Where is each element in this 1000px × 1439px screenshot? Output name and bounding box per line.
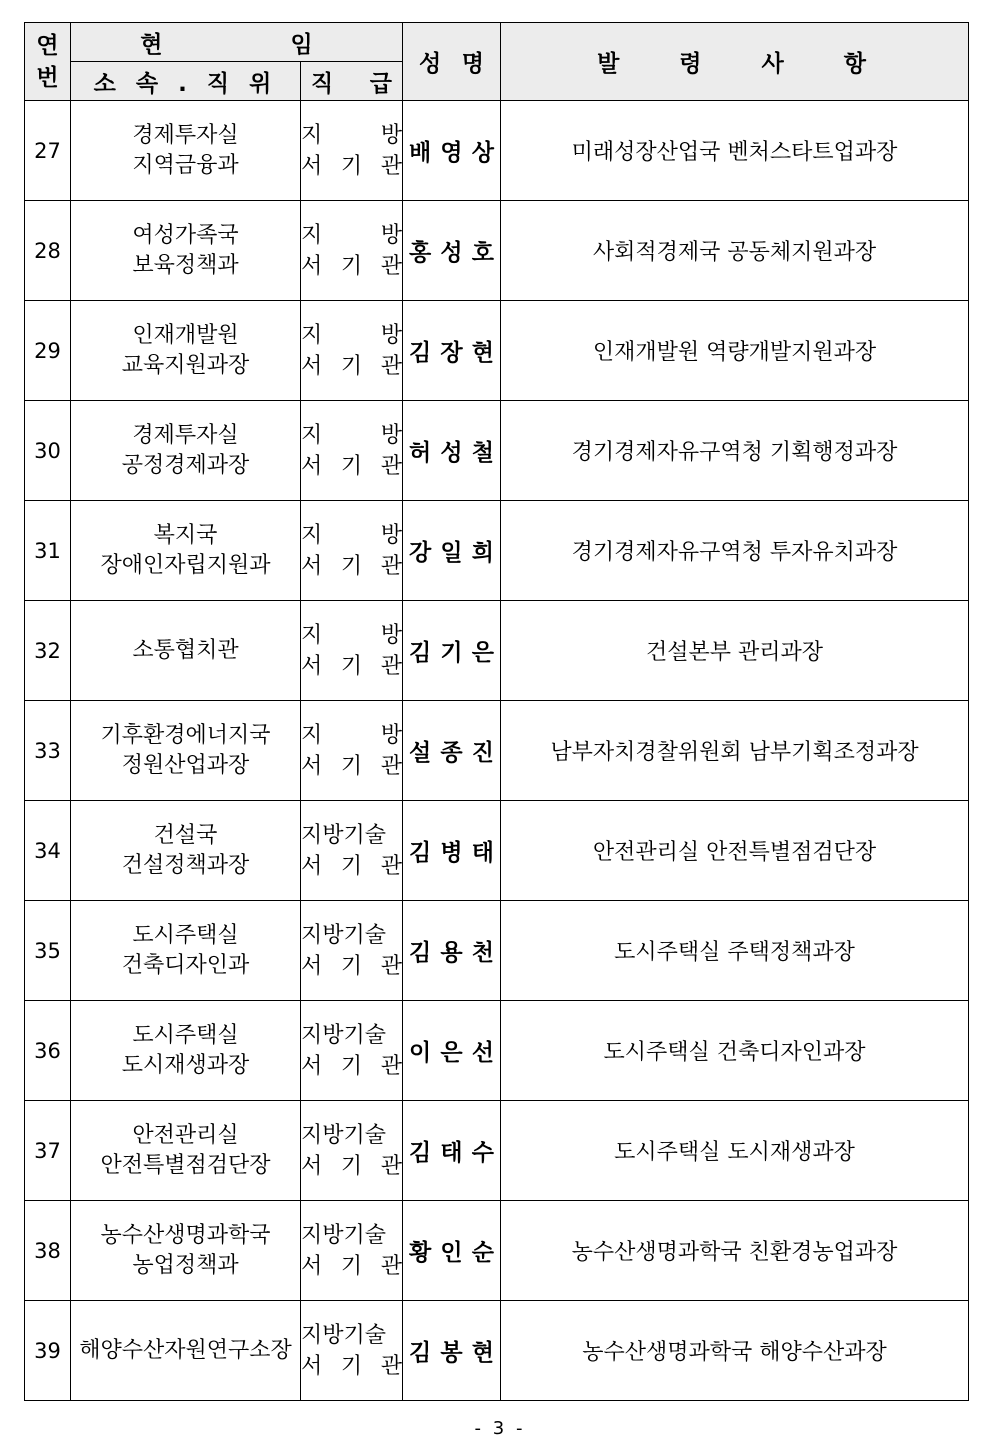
grade-text: 기 — [340, 153, 363, 179]
affiliation-line: 교육지원과장 — [121, 352, 250, 378]
affiliation-cell — [71, 301, 301, 401]
table-row — [25, 1201, 969, 1301]
grade-text: 기 — [340, 1153, 363, 1179]
appointment-cell: 미래성장산업국 벤처스타트업과장 — [501, 101, 969, 201]
grade-text: 지방기술 — [301, 822, 387, 848]
serial-number-cell: 36 — [25, 1001, 71, 1101]
name-char: 황 — [409, 1240, 432, 1266]
affiliation-line: 정원산업과장 — [121, 752, 250, 778]
affiliation-line: 보육정책과 — [132, 252, 239, 278]
affiliation-cell — [71, 1101, 301, 1201]
name-cell — [403, 201, 501, 301]
name-char: 태 — [440, 1140, 463, 1166]
name-char: 철 — [471, 440, 495, 466]
affiliation-cell — [71, 1201, 301, 1301]
grade-line — [301, 420, 402, 451]
grade-text: 기 — [340, 753, 363, 779]
grade-text: 지방기술 — [301, 1222, 387, 1248]
grade-line — [301, 120, 402, 151]
table-row — [25, 301, 969, 401]
name-cell — [403, 601, 501, 701]
grade-text: 서 — [301, 153, 323, 179]
table-row — [25, 801, 969, 901]
name-char: 기 — [440, 640, 463, 666]
person-name — [403, 1034, 500, 1067]
grade-text: 방 — [380, 622, 403, 648]
serial-number-cell: 39 — [25, 1301, 71, 1401]
affiliation-cell — [71, 201, 301, 301]
grade-line — [301, 151, 402, 182]
grade-text: 기 — [340, 1353, 363, 1379]
table-row — [25, 601, 969, 701]
name-char: 김 — [409, 340, 432, 366]
header-current-position — [71, 23, 403, 62]
grade-text: 지 — [301, 322, 323, 348]
serial-number-cell: 38 — [25, 1201, 71, 1301]
grade-text: 지 — [301, 722, 323, 748]
grade-line — [301, 1351, 402, 1382]
name-char: 병 — [440, 840, 463, 866]
name-char: 영 — [440, 140, 463, 166]
affiliation-cell — [71, 401, 301, 501]
grade-text: 관 — [380, 453, 403, 479]
grade-line — [301, 820, 402, 851]
serial-number-cell: 37 — [25, 1101, 71, 1201]
name-char: 성 — [440, 240, 463, 266]
affiliation-cell — [71, 1301, 301, 1401]
grade-line — [301, 520, 402, 551]
grade-text: 지방기술 — [301, 1022, 387, 1048]
name-char: 김 — [409, 940, 432, 966]
affiliation-cell — [71, 1001, 301, 1101]
grade-text: 기 — [340, 853, 363, 879]
grade-text: 기 — [340, 253, 363, 279]
appointment-cell: 안전관리실 안전특별점검단장 — [501, 801, 969, 901]
grade-text: 기 — [340, 953, 363, 979]
table-row — [25, 701, 969, 801]
header-grade-char: 직 — [311, 70, 334, 97]
person-name — [403, 834, 500, 867]
name-char: 김 — [409, 840, 432, 866]
affiliation-line: 복지국 — [153, 522, 218, 548]
person-name — [403, 934, 500, 967]
grade-text: 방 — [380, 122, 403, 148]
grade-text: 방 — [380, 522, 403, 548]
grade-text: 서 — [301, 453, 323, 479]
appointment-cell: 인재개발원 역량개발지원과장 — [501, 301, 969, 401]
name-cell — [403, 1201, 501, 1301]
serial-number-cell: 34 — [25, 801, 71, 901]
grade-text: 기 — [340, 453, 363, 479]
table-row — [25, 201, 969, 301]
serial-number-cell: 27 — [25, 101, 71, 201]
grade-text: 지 — [301, 622, 323, 648]
grade-text: 관 — [380, 1153, 403, 1179]
name-cell — [403, 401, 501, 501]
name-char: 김 — [409, 640, 432, 666]
grade-line — [301, 251, 402, 282]
grade-cell — [301, 901, 403, 1001]
affiliation-line: 기후환경에너지국 — [100, 722, 271, 748]
name-cell — [403, 1101, 501, 1201]
affiliation-line: 도시주택실 — [132, 922, 239, 948]
grade-text: 서 — [301, 853, 323, 879]
grade-line — [301, 1151, 402, 1182]
header-name-char: 명 — [461, 51, 485, 77]
grade-text: 서 — [301, 1053, 323, 1079]
person-name — [403, 634, 500, 667]
grade-text: 지 — [301, 422, 323, 448]
person-name — [403, 334, 500, 367]
grade-text: 서 — [301, 1153, 323, 1179]
name-char: 종 — [440, 740, 463, 766]
table-row — [25, 101, 969, 201]
name-char: 이 — [409, 1040, 432, 1066]
affiliation-line: 농수산생명과학국 — [100, 1222, 271, 1248]
person-name — [403, 134, 500, 167]
grade-cell — [301, 201, 403, 301]
name-char: 김 — [409, 1140, 432, 1166]
grade-text: 서 — [301, 353, 323, 379]
name-char: 상 — [471, 140, 495, 166]
affiliation-cell — [71, 101, 301, 201]
grade-text: 관 — [380, 653, 403, 679]
grade-text: 기 — [340, 353, 363, 379]
affiliation-line: 안전특별점검단장 — [100, 1152, 271, 1178]
serial-number-cell: 33 — [25, 701, 71, 801]
grade-line — [301, 851, 402, 882]
table-row — [25, 1101, 969, 1201]
grade-line — [301, 451, 402, 482]
appointment-cell: 남부자치경찰위원회 남부기획조정과장 — [501, 701, 969, 801]
grade-text: 서 — [301, 653, 323, 679]
affiliation-line: 농업정책과 — [132, 1252, 239, 1278]
name-char: 순 — [471, 1240, 495, 1266]
affiliation-line: 인재개발원 — [132, 322, 239, 348]
affiliation-line: 경제투자실 — [132, 122, 239, 148]
table-row — [25, 901, 969, 1001]
grade-text: 관 — [380, 353, 403, 379]
affiliation-line: 도시재생과장 — [121, 1052, 250, 1078]
person-name — [403, 434, 500, 467]
person-name — [403, 1234, 500, 1267]
grade-text: 서 — [301, 253, 323, 279]
grade-text: 서 — [301, 753, 323, 779]
grade-text: 방 — [380, 722, 403, 748]
affiliation-line: 소통협치관 — [132, 637, 239, 663]
grade-text: 관 — [380, 1253, 403, 1279]
header-appointment — [501, 23, 969, 101]
name-cell — [403, 501, 501, 601]
grade-text: 기 — [340, 553, 363, 579]
name-char: 인 — [440, 1240, 463, 1266]
appointment-cell: 도시주택실 건축디자인과장 — [501, 1001, 969, 1101]
name-char: 설 — [409, 740, 432, 766]
grade-line — [301, 651, 402, 682]
appointment-cell: 사회적경제국 공동체지원과장 — [501, 201, 969, 301]
appointment-cell: 경기경제자유구역청 기획행정과장 — [501, 401, 969, 501]
grade-text: 기 — [340, 1053, 363, 1079]
table-row — [25, 501, 969, 601]
affiliation-cell — [71, 601, 301, 701]
grade-line — [301, 751, 402, 782]
page-number: - 3 - — [474, 1418, 526, 1439]
table-row — [25, 1301, 969, 1401]
grade-line — [301, 951, 402, 982]
person-name — [403, 534, 500, 567]
grade-cell — [301, 101, 403, 201]
name-char: 일 — [440, 540, 463, 566]
grade-line — [301, 1120, 402, 1151]
person-name — [403, 1334, 500, 1367]
grade-text: 관 — [380, 953, 403, 979]
grade-text: 기 — [340, 653, 363, 679]
name-char: 현 — [471, 340, 495, 366]
header-name — [403, 23, 501, 101]
affiliation-line: 경제투자실 — [132, 422, 239, 448]
affiliation-line: 지역금융과 — [132, 152, 239, 178]
name-char: 천 — [471, 940, 495, 966]
grade-text: 서 — [301, 953, 323, 979]
appointment-cell: 농수산생명과학국 해양수산과장 — [501, 1301, 969, 1401]
header-current-label: 현 임 — [140, 31, 373, 58]
grade-cell — [301, 1301, 403, 1401]
grade-text: 관 — [380, 853, 403, 879]
grade-line — [301, 920, 402, 951]
name-char: 선 — [471, 1040, 495, 1066]
name-cell — [403, 901, 501, 1001]
name-char: 희 — [471, 540, 495, 566]
name-char: 현 — [471, 1340, 495, 1366]
grade-text: 기 — [340, 1253, 363, 1279]
name-cell — [403, 701, 501, 801]
table-header — [25, 23, 969, 101]
grade-line — [301, 220, 402, 251]
table-body — [25, 101, 969, 1401]
grade-text: 관 — [380, 553, 403, 579]
appointment-cell: 도시주택실 주택정책과장 — [501, 901, 969, 1001]
grade-cell — [301, 1201, 403, 1301]
header-appointment-label: 발 령 사 항 — [597, 51, 892, 77]
name-cell — [403, 1301, 501, 1401]
serial-number-cell: 31 — [25, 501, 71, 601]
grade-text: 방 — [380, 322, 403, 348]
grade-line — [301, 1220, 402, 1251]
grade-text: 관 — [380, 253, 403, 279]
name-cell — [403, 101, 501, 201]
affiliation-line: 도시주택실 — [132, 1022, 239, 1048]
name-char: 진 — [471, 740, 495, 766]
grade-text: 지방기술 — [301, 922, 387, 948]
name-char: 수 — [471, 1140, 495, 1166]
grade-text: 방 — [380, 422, 403, 448]
name-cell — [403, 1001, 501, 1101]
grade-cell — [301, 401, 403, 501]
grade-line — [301, 320, 402, 351]
name-char: 성 — [440, 440, 463, 466]
name-char: 은 — [471, 640, 495, 666]
grade-line — [301, 351, 402, 382]
name-cell — [403, 801, 501, 901]
name-cell — [403, 301, 501, 401]
table-row — [25, 401, 969, 501]
affiliation-line: 건설정책과장 — [121, 852, 250, 878]
grade-text: 관 — [380, 1053, 403, 1079]
affiliation-cell — [71, 901, 301, 1001]
grade-text: 서 — [301, 1253, 323, 1279]
name-char: 은 — [440, 1040, 463, 1066]
affiliation-cell — [71, 501, 301, 601]
affiliation-line: 건축디자인과 — [121, 952, 250, 978]
affiliation-cell — [71, 801, 301, 901]
grade-text: 관 — [380, 1353, 403, 1379]
appointment-cell: 건설본부 관리과장 — [501, 601, 969, 701]
person-name — [403, 734, 500, 767]
name-char: 호 — [471, 240, 495, 266]
grade-text: 지 — [301, 222, 323, 248]
grade-cell — [301, 601, 403, 701]
grade-cell — [301, 1001, 403, 1101]
grade-cell — [301, 1101, 403, 1201]
header-affiliation — [71, 62, 301, 101]
affiliation-line: 공정경제과장 — [121, 452, 250, 478]
appointment-cell: 농수산생명과학국 친환경농업과장 — [501, 1201, 969, 1301]
grade-text: 서 — [301, 553, 323, 579]
grade-line — [301, 551, 402, 582]
name-char: 장 — [440, 340, 463, 366]
table-row — [25, 1001, 969, 1101]
serial-number-cell: 28 — [25, 201, 71, 301]
name-char: 배 — [409, 140, 432, 166]
affiliation-line: 해양수산자원연구소장 — [79, 1337, 292, 1363]
affiliation-line: 여성가족국 — [132, 222, 239, 248]
personnel-table — [24, 22, 969, 1401]
serial-number-cell: 29 — [25, 301, 71, 401]
name-char: 허 — [409, 440, 432, 466]
header-serial-line2: 번 — [36, 64, 59, 91]
name-char: 용 — [440, 940, 463, 966]
grade-line — [301, 1320, 402, 1351]
serial-number-cell: 35 — [25, 901, 71, 1001]
grade-cell — [301, 701, 403, 801]
affiliation-line: 장애인자립지원과 — [100, 552, 271, 578]
name-char: 김 — [409, 1340, 432, 1366]
appointment-cell: 도시주택실 도시재생과장 — [501, 1101, 969, 1201]
affiliation-line: 건설국 — [153, 822, 218, 848]
grade-line — [301, 620, 402, 651]
grade-line — [301, 720, 402, 751]
appointment-cell: 경기경제자유구역청 투자유치과장 — [501, 501, 969, 601]
header-serial-line1: 연 — [36, 32, 59, 59]
grade-cell — [301, 501, 403, 601]
header-grade-char: 급 — [369, 70, 393, 97]
grade-text: 지방기술 — [301, 1322, 387, 1348]
header-grade — [301, 62, 403, 101]
grade-cell — [301, 801, 403, 901]
grade-text: 지 — [301, 122, 323, 148]
grade-text: 방 — [380, 222, 403, 248]
person-name — [403, 234, 500, 267]
grade-line — [301, 1051, 402, 1082]
header-name-char: 성 — [419, 51, 442, 77]
name-char: 홍 — [409, 240, 432, 266]
grade-line — [301, 1020, 402, 1051]
grade-text: 지방기술 — [301, 1122, 387, 1148]
header-serial-number — [25, 23, 71, 101]
name-char: 봉 — [440, 1340, 463, 1366]
grade-line — [301, 1251, 402, 1282]
affiliation-cell — [71, 701, 301, 801]
grade-text: 관 — [380, 753, 403, 779]
grade-text: 지 — [301, 522, 323, 548]
grade-cell — [301, 301, 403, 401]
name-char: 태 — [471, 840, 495, 866]
affiliation-line: 안전관리실 — [132, 1122, 239, 1148]
person-name — [403, 1134, 500, 1167]
grade-text: 관 — [380, 153, 403, 179]
serial-number-cell: 32 — [25, 601, 71, 701]
serial-number-cell: 30 — [25, 401, 71, 501]
name-char: 강 — [409, 540, 432, 566]
grade-text: 서 — [301, 1353, 323, 1379]
header-affiliation-label: 소 속 . 직 위 — [93, 70, 278, 97]
